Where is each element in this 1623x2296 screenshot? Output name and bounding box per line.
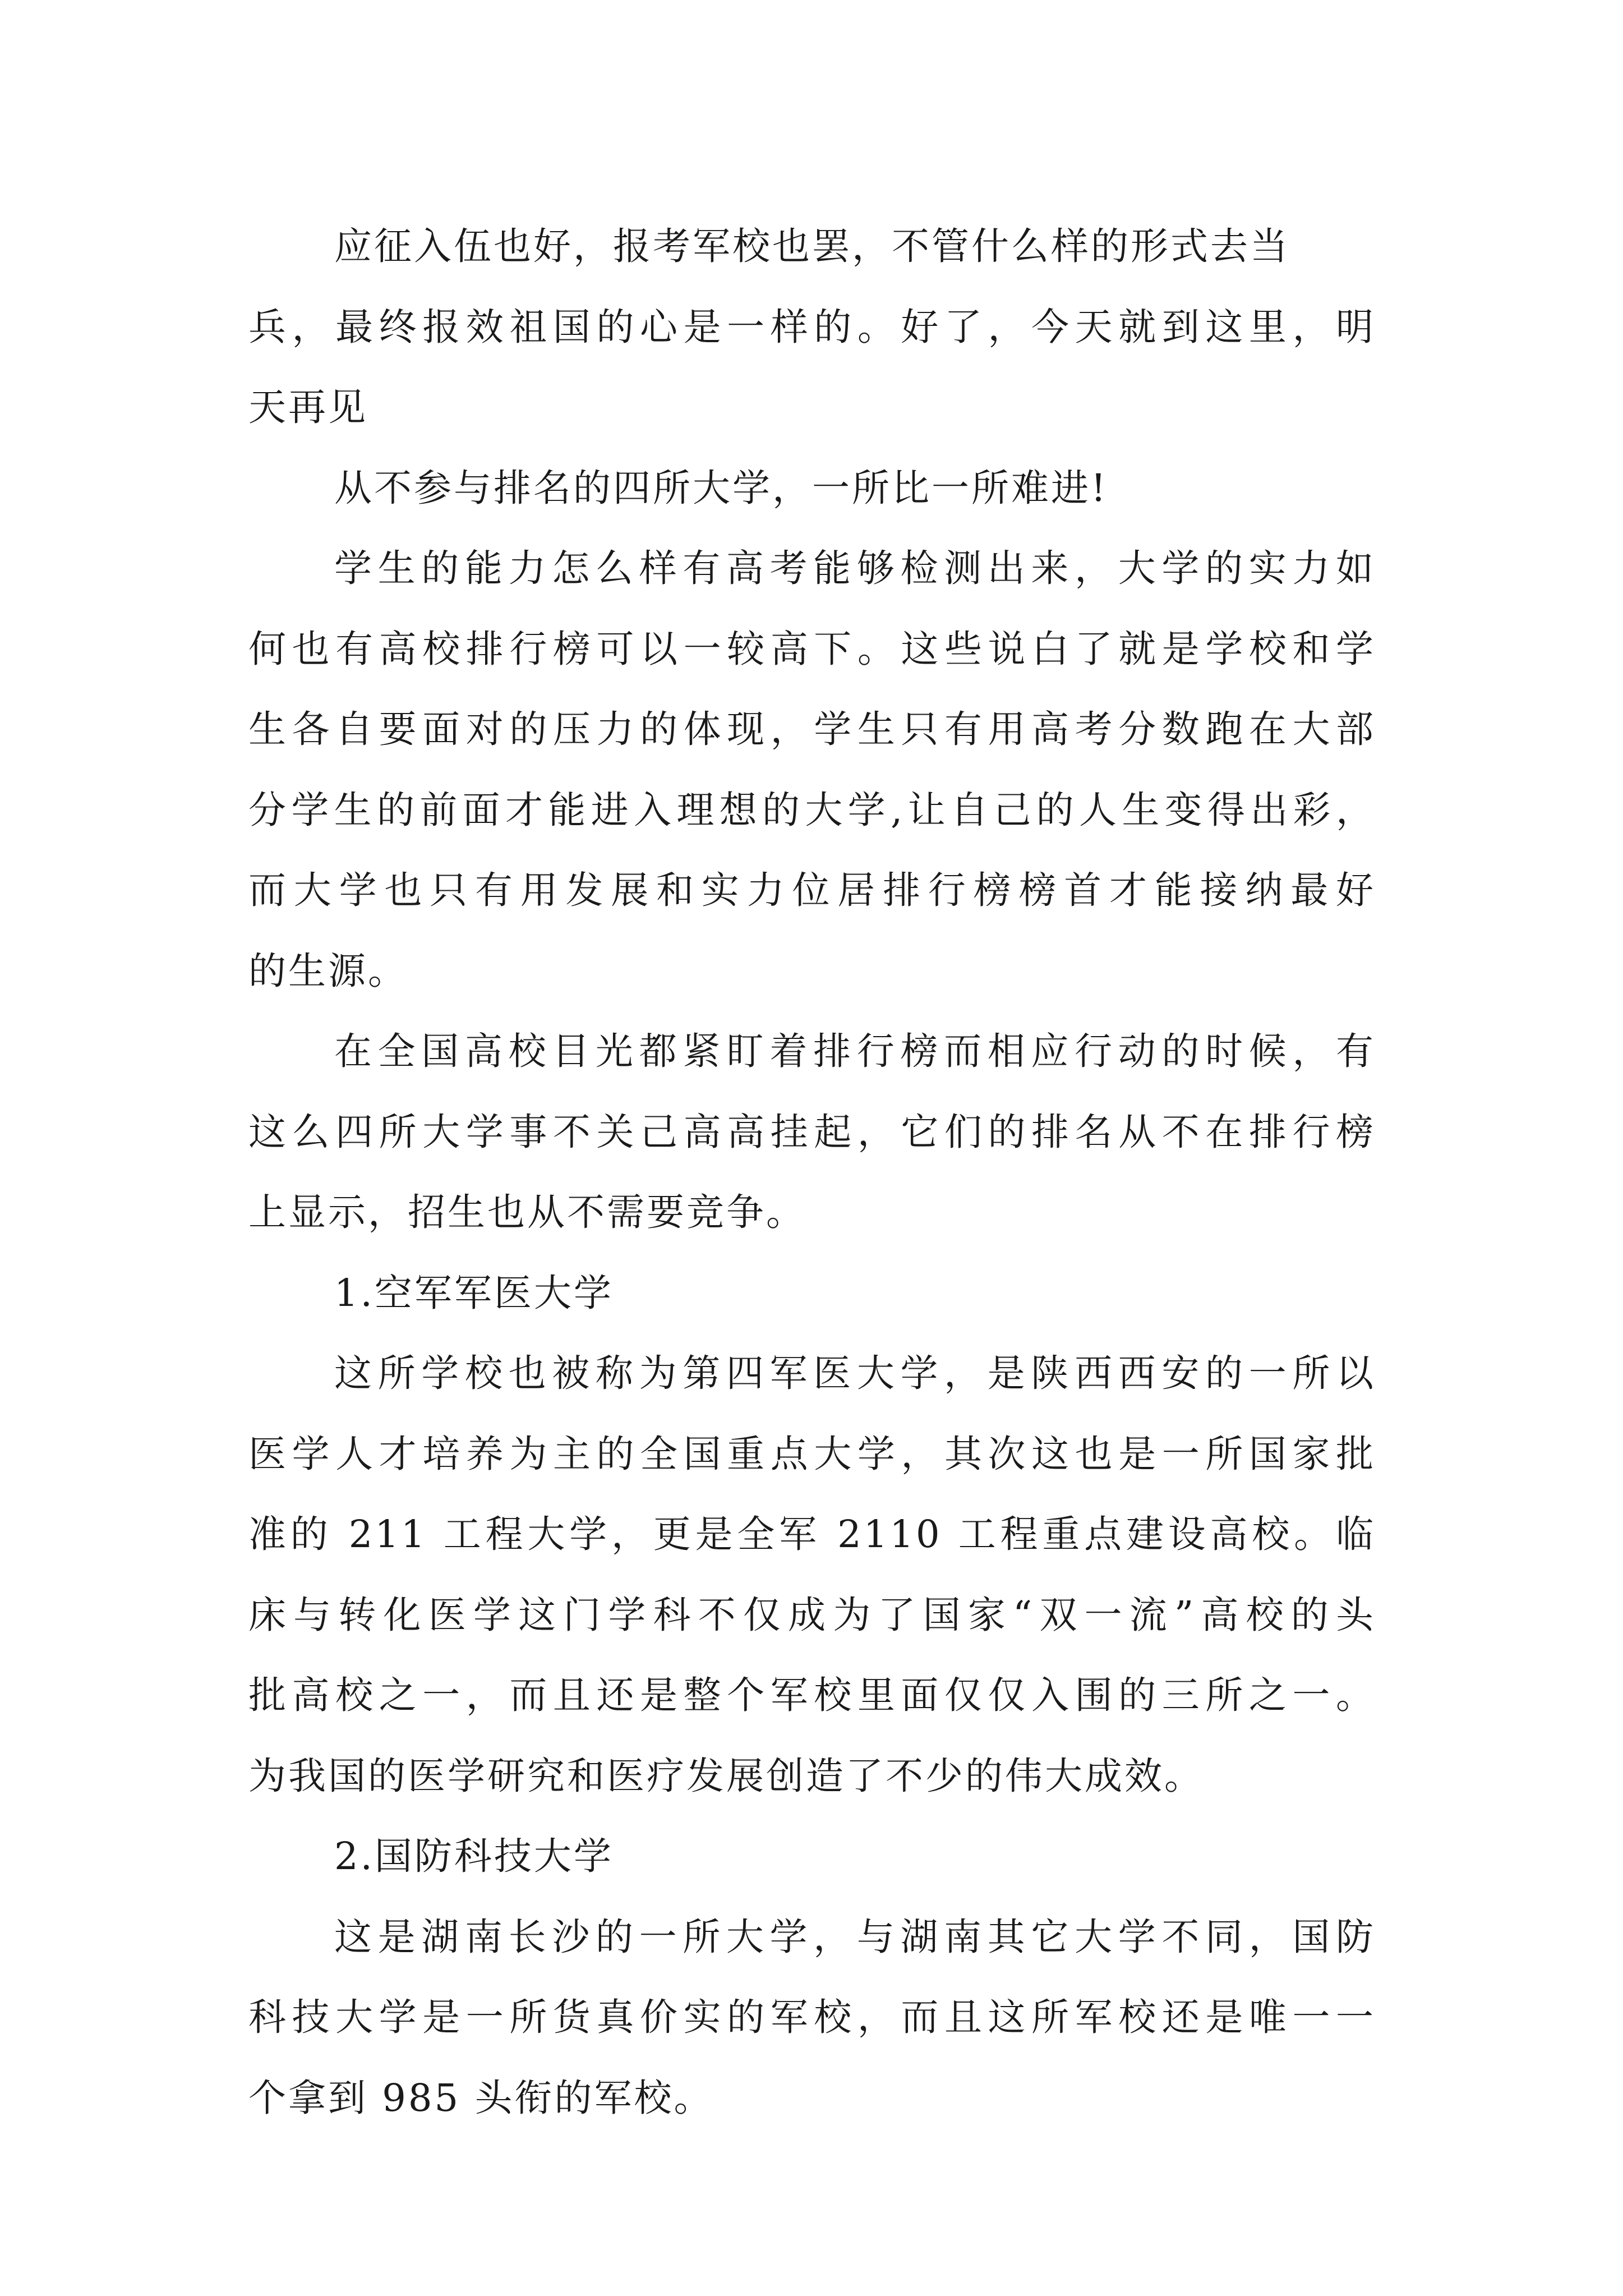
paragraph-2-line-6: 的生源。 <box>248 949 408 993</box>
paragraph-2-line-3: 生各自要面对的压力的体现，学生只有用高考分数跑在大部 <box>248 707 1376 751</box>
paragraph-5-line-2: 科技大学是一所货真价实的军校，而且这所军校还是唯一一 <box>248 1995 1376 2039</box>
document-body <box>248 206 1376 2138</box>
paragraph-1-line-2: 兵，最终报效祖国的心是一样的。好了，今天就到这里，明 <box>248 305 1376 349</box>
paragraph-1-line-3: 天再见 <box>248 385 368 429</box>
paragraph-4-line-6: 为我国的医学研究和医疗发展创造了不少的伟大成效。 <box>248 1754 1204 1798</box>
paragraph-4-line-1: 这所学校也被称为第四军医大学，是陕西西安的一所以 <box>334 1351 1376 1395</box>
article-title: 从不参与排名的四所大学，一所比一所难进! <box>334 466 1108 510</box>
paragraph-5-line-3: 个拿到 985 头衔的军校。 <box>248 2076 714 2120</box>
paragraph-4-line-4: 床与转化医学这门学科不仅成为了国家“双一流”高校的头 <box>248 1593 1376 1637</box>
paragraph-1-line-1: 应征入伍也好，报考军校也罢，不管什么样的形式去当 <box>334 224 1290 268</box>
paragraph-4-line-3: 准的 211 工程大学，更是全军 2110 工程重点建设高校。临 <box>248 1512 1376 1556</box>
paragraph-4-line-2: 医学人才培养为主的全国重点大学，其次这也是一所国家批 <box>248 1432 1376 1476</box>
paragraph-4-line-5: 批高校之一，而且还是整个军校里面仅仅入围的三所之一。 <box>248 1673 1376 1717</box>
section-heading-1: 1.空军军医大学 <box>334 1271 614 1315</box>
section-heading-2: 2.国防科技大学 <box>334 1834 614 1878</box>
paragraph-5-line-1: 这是湖南长沙的一所大学，与湖南其它大学不同，国防 <box>334 1915 1376 1959</box>
paragraph-2-line-1: 学生的能力怎么样有高考能够检测出来，大学的实力如 <box>334 546 1376 590</box>
paragraph-2-line-2: 何也有高校排行榜可以一较高下。这些说白了就是学校和学 <box>248 627 1376 671</box>
paragraph-3-line-1: 在全国高校目光都紧盯着排行榜而相应行动的时候，有 <box>334 1029 1376 1073</box>
paragraph-3-line-2: 这么四所大学事不关己高高挂起，它们的排名从不在排行榜 <box>248 1110 1376 1154</box>
paragraph-2-line-4: 分学生的前面才能进入理想的大学,让自己的人生变得出彩， <box>248 788 1376 832</box>
paragraph-3-line-3: 上显示，招生也从不需要竞争。 <box>248 1190 806 1234</box>
paragraph-2-line-5: 而大学也只有用发展和实力位居排行榜榜首才能接纳最好 <box>248 868 1376 912</box>
